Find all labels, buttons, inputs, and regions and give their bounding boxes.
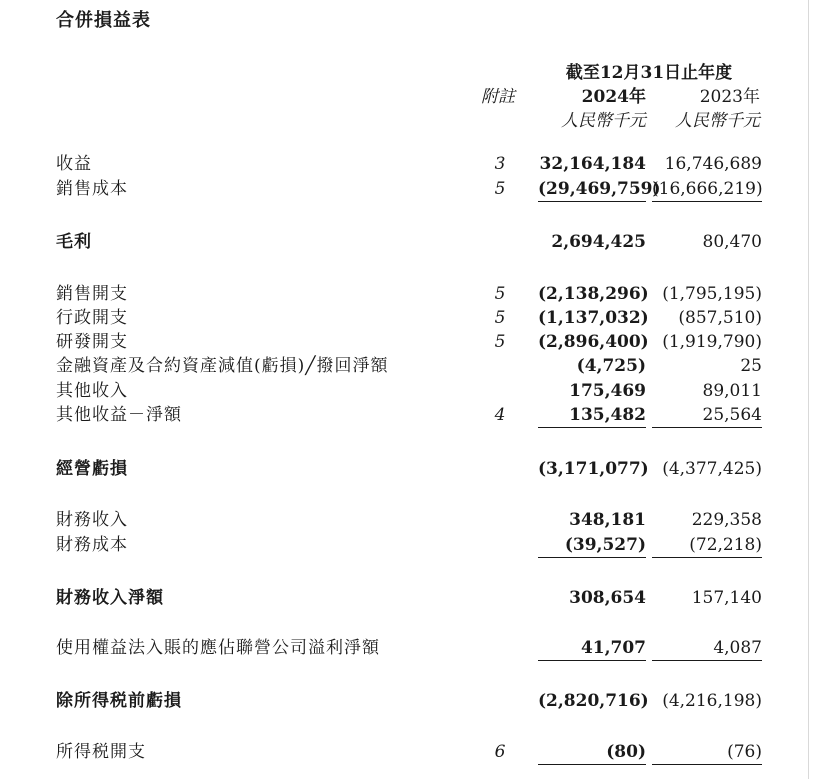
row-note: 4 — [494, 405, 506, 425]
row-note: 5 — [494, 284, 506, 304]
value-2024: (2,820,716) — [538, 691, 649, 711]
value-2023: (16,666,219) — [652, 177, 762, 202]
row-label: 行政開支 — [56, 308, 128, 328]
statement-title: 合併損益表 — [56, 10, 151, 31]
value-2023: (72,218) — [652, 533, 762, 558]
row-label: 其他收入 — [56, 381, 128, 401]
row-note: 5 — [494, 179, 506, 199]
table-row-finance-income — [0, 508, 808, 532]
row-label: 使用權益法入賬的應佔聯營公司溢利淨額 — [56, 638, 380, 658]
value-2024: 175,469 — [569, 381, 646, 401]
table-row-other-income — [0, 379, 808, 403]
value-2023: 25 — [740, 356, 762, 376]
row-label: 銷售成本 — [56, 179, 128, 199]
table-row-revenue — [0, 152, 808, 176]
row-note: 5 — [494, 308, 506, 328]
value-2023: 80,470 — [702, 232, 762, 252]
value-2023: 16,746,689 — [664, 154, 762, 174]
value-2023: (857,510) — [678, 308, 762, 328]
value-2023: 157,140 — [691, 588, 762, 608]
table-row-rnd-expenses — [0, 330, 808, 354]
value-2024: (2,138,296) — [538, 284, 649, 304]
value-2024: 41,707 — [538, 636, 646, 661]
table-row-operating-loss — [0, 457, 808, 481]
row-label: 除所得税前虧損 — [56, 691, 182, 711]
row-label: 金融資產及合約資產減值(虧損)╱撥回淨額 — [56, 356, 389, 376]
value-2024: 348,181 — [569, 510, 646, 530]
row-label: 經營虧損 — [56, 459, 128, 479]
row-label: 財務成本 — [56, 535, 128, 555]
value-2024: (80) — [538, 740, 646, 765]
year-2024-header: 2024年 — [581, 87, 646, 107]
value-2023: (4,216,198) — [662, 691, 762, 711]
value-2024: (4,725) — [576, 356, 646, 376]
value-2024: 2,694,425 — [551, 232, 646, 252]
row-label: 研發開支 — [56, 332, 128, 352]
row-label: 財務收入淨額 — [56, 588, 164, 608]
value-2023: 25,564 — [652, 403, 762, 428]
row-note: 3 — [494, 154, 506, 174]
row-note: 5 — [494, 332, 506, 352]
table-row-selling-expenses — [0, 282, 808, 306]
value-2023: 229,358 — [691, 510, 762, 530]
value-2023: (76) — [652, 740, 762, 765]
value-2024: (3,171,077) — [538, 459, 649, 479]
unit-2024-header: 人民幣千元 — [561, 111, 646, 131]
note-column-header: 附註 — [481, 87, 515, 107]
value-2024: 308,654 — [569, 588, 646, 608]
row-label: 毛利 — [56, 232, 92, 252]
table-row-gross-profit — [0, 230, 808, 254]
page-edge — [808, 0, 809, 779]
table-row-finance-costs — [0, 533, 808, 557]
value-2023: 89,011 — [702, 381, 762, 401]
table-row-loss-before-tax — [0, 689, 808, 713]
table-row-cost-of-sales — [0, 177, 808, 201]
table-row-other-gains — [0, 403, 808, 427]
row-label: 收益 — [56, 154, 92, 174]
table-row-admin-expenses — [0, 306, 808, 330]
table-row-income-tax — [0, 740, 808, 764]
table-row-associates-profit — [0, 636, 808, 660]
value-2024: (39,527) — [538, 533, 646, 558]
value-2023: (1,795,195) — [662, 284, 762, 304]
value-2023: (1,919,790) — [662, 332, 762, 352]
row-note: 6 — [494, 742, 506, 762]
row-label: 所得税開支 — [56, 742, 146, 762]
value-2024: 32,164,184 — [539, 154, 646, 174]
value-2024: (29,469,759) — [538, 177, 646, 202]
value-2024: (1,137,032) — [538, 308, 649, 328]
value-2024: 135,482 — [538, 403, 646, 428]
row-label: 財務收入 — [56, 510, 128, 530]
row-label: 銷售開支 — [56, 284, 128, 304]
year-2023-header: 2023年 — [699, 87, 760, 107]
unit-2023-header: 人民幣千元 — [675, 111, 760, 131]
table-row-net-finance-income — [0, 586, 808, 610]
value-2023: (4,377,425) — [662, 459, 762, 479]
value-2023: 4,087 — [652, 636, 762, 661]
period-header: 截至12月31日止年度 — [565, 63, 733, 83]
value-2024: (2,896,400) — [538, 332, 649, 352]
row-label: 其他收益－淨額 — [56, 405, 182, 425]
table-row-impairment — [0, 354, 808, 378]
